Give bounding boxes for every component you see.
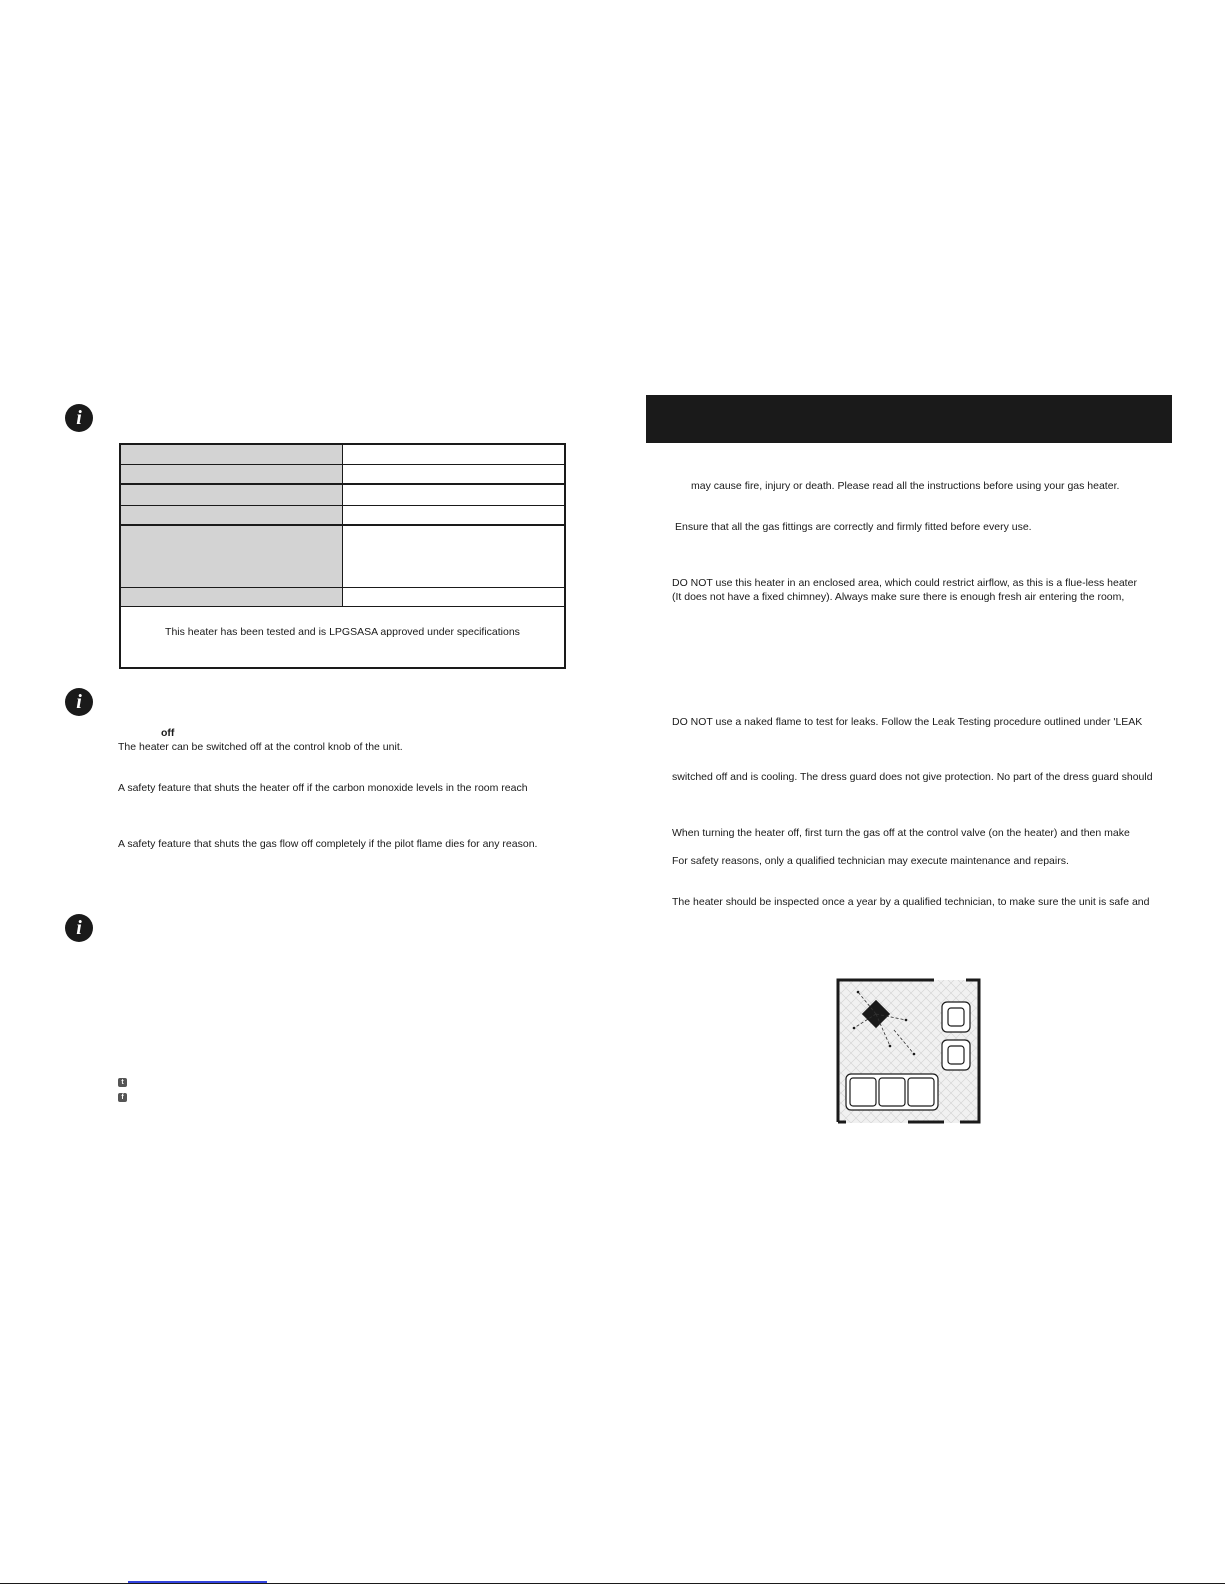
spec-row <box>121 445 564 465</box>
spec-row-label <box>121 506 343 524</box>
spec-row <box>121 465 564 485</box>
warning-line: DO NOT use this heater in an enclosed area, which could restrict airflow, as this is a flue-less heater <box>672 577 1137 589</box>
info-icon: i <box>65 914 93 942</box>
spec-row <box>121 506 564 526</box>
warning-line: When turning the heater off, first turn the gas off at the control valve (on the heater) and then make <box>672 827 1130 839</box>
feature-text-pilot-safety: A safety feature that shuts the gas flow off completely if the pilot flame dies for any reason. <box>118 838 538 850</box>
spec-row <box>121 526 564 588</box>
warning-line: The heater should be inspected once a year by a qualified technician, to make sure the unit is safe and <box>672 896 1150 908</box>
warning-line: DO NOT use a naked flame to test for leaks. Follow the Leak Testing procedure outlined under 'LEAK <box>672 716 1143 728</box>
info-icon: i <box>65 688 93 716</box>
info-icon: i <box>65 404 93 432</box>
spec-row-label <box>121 465 343 483</box>
website-link-underline[interactable] <box>128 1581 267 1583</box>
facebook-icon[interactable]: f <box>118 1093 127 1102</box>
spec-row <box>121 485 564 506</box>
page-bottom-rule <box>0 1583 1225 1584</box>
warning-line: Ensure that all the gas fittings are correctly and firmly fitted before every use. <box>675 521 1032 533</box>
spec-row-label <box>121 445 343 464</box>
section-banner <box>646 395 1172 443</box>
spec-table <box>119 443 566 669</box>
room-floorplan-illustration <box>836 978 982 1125</box>
feature-heading-off: off <box>161 727 175 739</box>
warning-line: For safety reasons, only a qualified technician may execute maintenance and repairs. <box>672 855 1069 867</box>
spec-approval-note: This heater has been tested and is LPGSASA approved under specifications <box>165 626 520 638</box>
spec-row-label <box>121 526 343 587</box>
twitter-icon[interactable]: t <box>118 1078 127 1087</box>
feature-text-co-sensor: A safety feature that shuts the heater off if the carbon monoxide levels in the room reach <box>118 782 528 794</box>
warning-line: (It does not have a fixed chimney). Always make sure there is enough fresh air entering the room, <box>672 591 1125 603</box>
spec-row-label <box>121 485 343 505</box>
spec-row-label <box>121 588 343 606</box>
warning-line: switched off and is cooling. The dress guard does not give protection. No part of the dress guard should <box>672 771 1153 783</box>
warning-line: may cause fire, injury or death. Please read all the instructions before using your gas heater. <box>691 480 1120 492</box>
spec-row <box>121 588 564 607</box>
feature-text-off: The heater can be switched off at the control knob of the unit. <box>118 741 403 753</box>
